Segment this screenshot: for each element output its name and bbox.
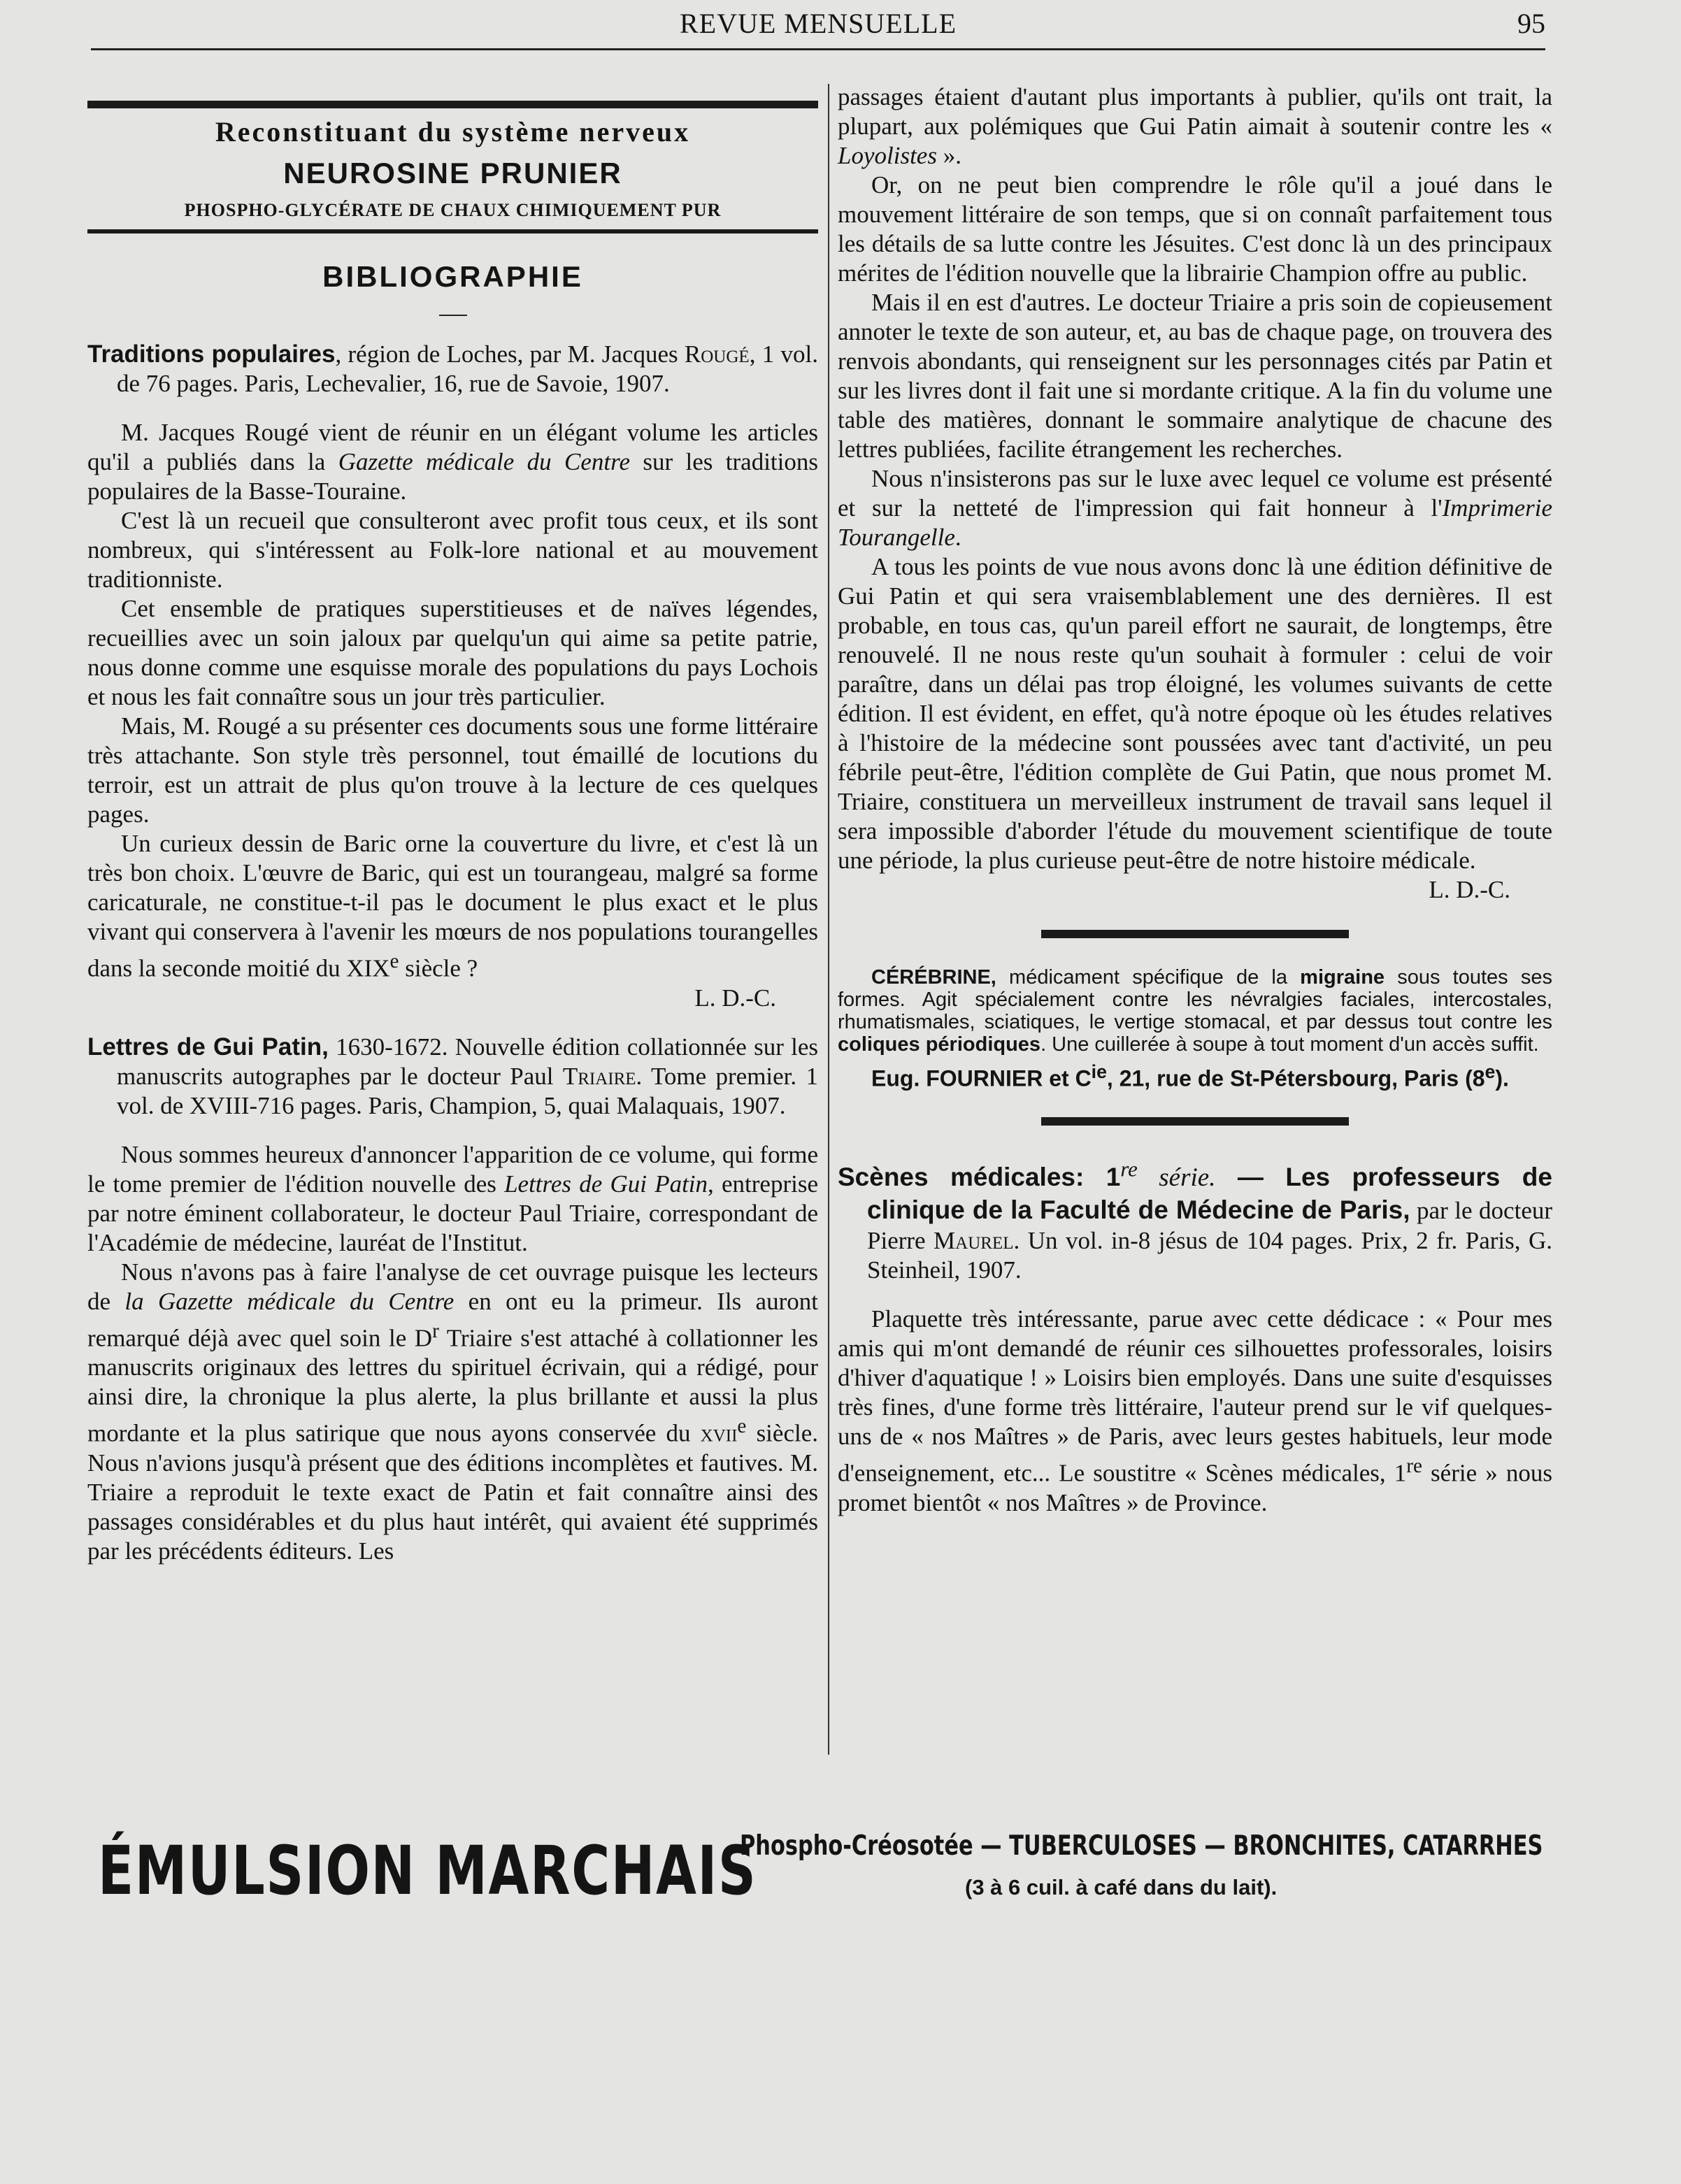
entry2-paragraph: Or, on ne peut bien comprendre le rôle qu'il a joué dans le mouvement littéraire de son temps, que si on connaît parfaitement tous les détails de sa lutte contre les Jésuites. C'est donc là un des principaux mérites de l'édition nouvelle que la librairie Champion offre au public. <box>838 171 1552 287</box>
text-run: Nous n'insisterons pas sur le luxe avec lequel ce volume est présenté et sur la netteté de l'impression qui fait honneur à l' <box>838 465 1552 522</box>
text-run: Nous sommes heureux d'annoncer l'apparition de ce volume, qui forme le tome premier de l'édition nouvelle des <box>87 1140 818 1198</box>
text-run: . <box>954 524 961 551</box>
entry1-ref-a: , région de Loches, par M. Jacques <box>335 340 685 368</box>
text-run: en ont eu la primeur. Ils auront remarqué déjà avec quel soin le D <box>87 1287 818 1352</box>
entry2-paragraph <box>87 1140 818 1258</box>
ad-bottom-rule <box>87 229 818 234</box>
ad-cerebrine-text <box>838 966 1552 1056</box>
journal-title: la Gazette médicale du Centre <box>124 1287 455 1315</box>
text-run: Un curieux dessin de Baric orne la couverture du livre, et c'est là un très bon choix. L'œuvre de Baric, qui est un tourangeau, malgré sa forme caricaturale, ne constitue-t-il pas le document le plus exact et le plus vivant qui conservera à l'avenir les mœurs de nos populations tourangelles dans la seconde moitié du XIX <box>87 830 818 982</box>
series-label: série. <box>1137 1163 1216 1192</box>
section-title: BIBLIOGRAPHIE <box>322 260 583 293</box>
title-dash <box>439 315 467 316</box>
entry1-paragraph: C'est là un recueil que consulteront avec profit tous ceux, et ils sont nombreux, qui s'intéressent au Folk-lore national et au mouvement traditionniste. <box>87 507 818 593</box>
entry2-ref-a: 1630-1672. Nouvelle édition collationnée sur les manuscrits autographes par le docteur Paul <box>117 1033 818 1090</box>
entry1-author: Rougé <box>684 340 750 368</box>
header-rule <box>91 48 1545 50</box>
text-run: série » nous promet bientôt « nos Maîtres » de Province. <box>838 1459 1552 1516</box>
superscript: e <box>389 950 399 972</box>
text-run: Eug. FOURNIER et C <box>871 1065 1092 1091</box>
entry3-paragraph <box>838 1305 1552 1518</box>
superscript: ie <box>1091 1061 1107 1082</box>
page-number: 95 <box>1517 8 1545 39</box>
journal-title: Gazette médicale du Centre <box>338 448 631 475</box>
superscript: re <box>1406 1454 1422 1477</box>
ad-cerebrine-name: CÉRÉBRINE, <box>871 966 996 989</box>
entry2-paragraph-continued <box>838 82 1552 171</box>
ad-neurosine-desc: PHOSPHO-GLYCÉRATE DE CHAUX CHIMIQUEMENT PUR <box>184 200 722 220</box>
entry2-ref-b: . Tome premier. 1 vol. de XVIII-716 pages. Paris, Champion, 5, quai Malaquais, 1907. <box>117 1062 818 1119</box>
entry1-paragraph <box>87 418 818 506</box>
text-run: ». <box>936 142 961 169</box>
superscript: e <box>737 1415 747 1438</box>
entry1-paragraph: Mais, M. Rougé a su présenter ces documents sous une forme littéraire très attachante. Son style très personnel, tout émaillé de locutions du terroir, est un attrait de plus qu'on trouve à la lecture de ces quelques pages. <box>87 712 818 828</box>
text-run: ). <box>1495 1065 1509 1091</box>
right-column <box>838 82 1552 1518</box>
entry2-author: Triaire <box>562 1062 636 1090</box>
entry2-paragraph: Mais il en est d'autres. Le docteur Triaire a pris soin de copieusement annoter le texte de son auteur, et, au bas de chaque page, on trouvera des renvois abondants, qui renseignent sur les personnages cités par Patin et sur les livres dont il fait une si mordante critique. A la fin du volume une table des matières, donnant le sommaire analytique de chacune des lettres publiées, facilite étrangement les recherches. <box>838 289 1552 463</box>
entry2-title: Lettres de Gui Patin, <box>87 1033 329 1061</box>
entry2-paragraph <box>838 464 1552 552</box>
century-numeral: xvii <box>700 1419 738 1447</box>
ad-neurosine <box>87 101 818 234</box>
emphasis: migraine <box>1300 966 1385 989</box>
entry1-ref-b: , 1 vol. de 76 pages. Paris, Lechevalier, 16, rue de Savoie, 1907. <box>117 340 818 397</box>
ad-neurosine-tagline: Reconstituant du système nerveux <box>215 116 691 148</box>
entry1-reference <box>87 340 818 398</box>
text-run: Plaquette très intéressante, parue avec cette dédicace : « Pour mes amis qui m'ont demandé de réunir ces silhouettes professorales, loisirs d'hiver d'aquatique ! » Loisirs bien employés. Dans une suite d'esquisses très fines, d'une forme très littéraire, l'auteur prend sur le vif quelques-uns de « nos Maîtres » de Paris, avec leurs gestes habituels, leur mode d'enseignement, etc... Le soustitre « Scènes médicales, 1 <box>838 1305 1552 1487</box>
ad-marchais-name: ÉMULSION MARCHAIS <box>98 1832 757 1910</box>
entry1-signature: L. D.-C. <box>694 984 776 1012</box>
entry3-ref-a: par le docteur Pierre <box>867 1196 1553 1254</box>
entry3-reference <box>838 1154 1552 1285</box>
text-run: , entreprise par notre éminent collaborateur, le docteur Paul Triaire, correspondant de l'Académie de médecine, lauréat de l'Institut. <box>87 1170 819 1256</box>
text-run: M. Jacques Rougé vient de réunir en un élégant volume les articles qu'il a publiés dans la <box>87 419 818 475</box>
left-column <box>87 82 818 1566</box>
page-header <box>91 7 1545 50</box>
entry1-paragraph: Cet ensemble de pratiques superstitieuses et de naïves légendes, recueillies avec un soin jaloux par quelqu'un qui aime sa petite patrie, nous donne comme une esquisse morale des populations du pays Lochois et nous les fait connaître sous un jour très particulier. <box>87 595 818 710</box>
running-title: REVUE MENSUELLE <box>679 8 957 39</box>
ad-marchais-indications: Phospho-Créosotée — TUBERCULOSES — BRONCHITES, CATARRHES <box>740 1830 1543 1862</box>
printer-name: Imprimerie Tourangelle <box>838 494 1552 551</box>
ad-marchais-dosage: (3 à 6 cuil. à café dans du lait). <box>965 1875 1278 1899</box>
entry1-paragraph <box>87 829 818 984</box>
text-run: Triaire s'est attaché à collationner les manuscrits originaux des lettres du spirituel écrivain, qui a rédigé, pour ainsi dire, la chronique la plus alerte, la plus brillante et aussi la plus mordante et la plus satirique que nous ayons conservée du <box>87 1324 818 1447</box>
entry2-signature: L. D.-C. <box>1429 876 1510 903</box>
separator-rule <box>1041 1117 1349 1126</box>
text-run: siècle ? <box>399 954 478 982</box>
text-run: médicament spécifique de la <box>996 966 1301 989</box>
superscript: re <box>1120 1157 1138 1181</box>
column-divider <box>828 84 829 1755</box>
italic-term: Loyolistes <box>838 142 937 169</box>
ad-cerebrine-address <box>838 1058 1552 1092</box>
emphasis: coliques périodiques <box>838 1033 1041 1056</box>
text-run: sur les traditions populaires de la Basse-Touraine. <box>87 448 818 505</box>
entry2-reference <box>87 1033 818 1121</box>
text-run: , 21, rue de St-Pétersbourg, Paris (8 <box>1106 1065 1485 1091</box>
separator-rule <box>1041 930 1349 938</box>
superscript: r <box>432 1319 439 1342</box>
ad-neurosine-name: NEUROSINE PRUNIER <box>283 157 622 189</box>
book-title: Lettres de Gui Patin <box>504 1170 708 1198</box>
entry2-paragraph <box>87 1258 818 1566</box>
ad-cerebrine <box>838 966 1552 1092</box>
text-run: Nous n'avons pas à faire l'analyse de cet ouvrage puisque les lecteurs de <box>87 1258 818 1315</box>
ad-top-rule <box>87 101 818 108</box>
ad-marchais <box>98 1818 1552 1930</box>
text-run: siècle. Nous n'avions jusqu'à présent que des éditions incomplètes et fautives. M. Triaire a reproduit le texte exact de Patin et fait connaître ainsi des passages considérables et du plus haut intérêt, qui avaient été supprimés par les précédents éditeurs. Les <box>87 1419 818 1565</box>
text-run: — Les professeurs de clinique de la Faculté de Médecine de Paris, <box>867 1162 1552 1224</box>
text-run: Scènes médicales: 1 <box>838 1162 1121 1191</box>
superscript: e <box>1485 1061 1496 1082</box>
entry3-ref-b: . Un vol. in-8 jésus de 104 pages. Prix, 2 fr. Paris, G. Steinheil, 1907. <box>867 1226 1552 1284</box>
text-run: sous toutes ses formes. Agit spécialement contre les névralgies faciales, intercostales, rhumatismales, sciatiques, le vertige stomacal, et par dessus tout contre les <box>838 966 1552 1033</box>
entry3-author: Maurel <box>934 1226 1014 1254</box>
entry1-title: Traditions populaires <box>87 340 336 368</box>
text-run: . Une cuillerée à soupe à tout moment d'un accès suffit. <box>1040 1033 1539 1056</box>
text-run: passages étaient d'autant plus importants à publier, qu'ils ont trait, la plupart, aux polémiques que Gui Patin aimait à soutenir contre les « <box>838 83 1552 140</box>
entry2-paragraph: A tous les points de vue nous avons donc là une édition définitive de Gui Patin et qui sera vraisemblablement une des dernières. Il est probable, en tous cas, qu'un pareil effort ne saurait, de longtemps, être renouvelé. Il ne nous reste qu'un souhait à formuler : celui de voir paraître, dans un délai pas trop éloigné, les volumes suivants de cette édition. Il est évident, en effet, qu'à notre époque où les études relatives à l'histoire de la médecine sont poussées avec tant d'activité, un peu fébrile peut-être, l'édition complète de Gui Patin, que nous promet M. Triaire, constituera un merveilleux instrument de travail sans lequel il sera impossible d'aborder l'étude du mouvement scientifique de toute une période, la plus curieuse peut-être de notre histoire médicale. <box>838 553 1552 874</box>
